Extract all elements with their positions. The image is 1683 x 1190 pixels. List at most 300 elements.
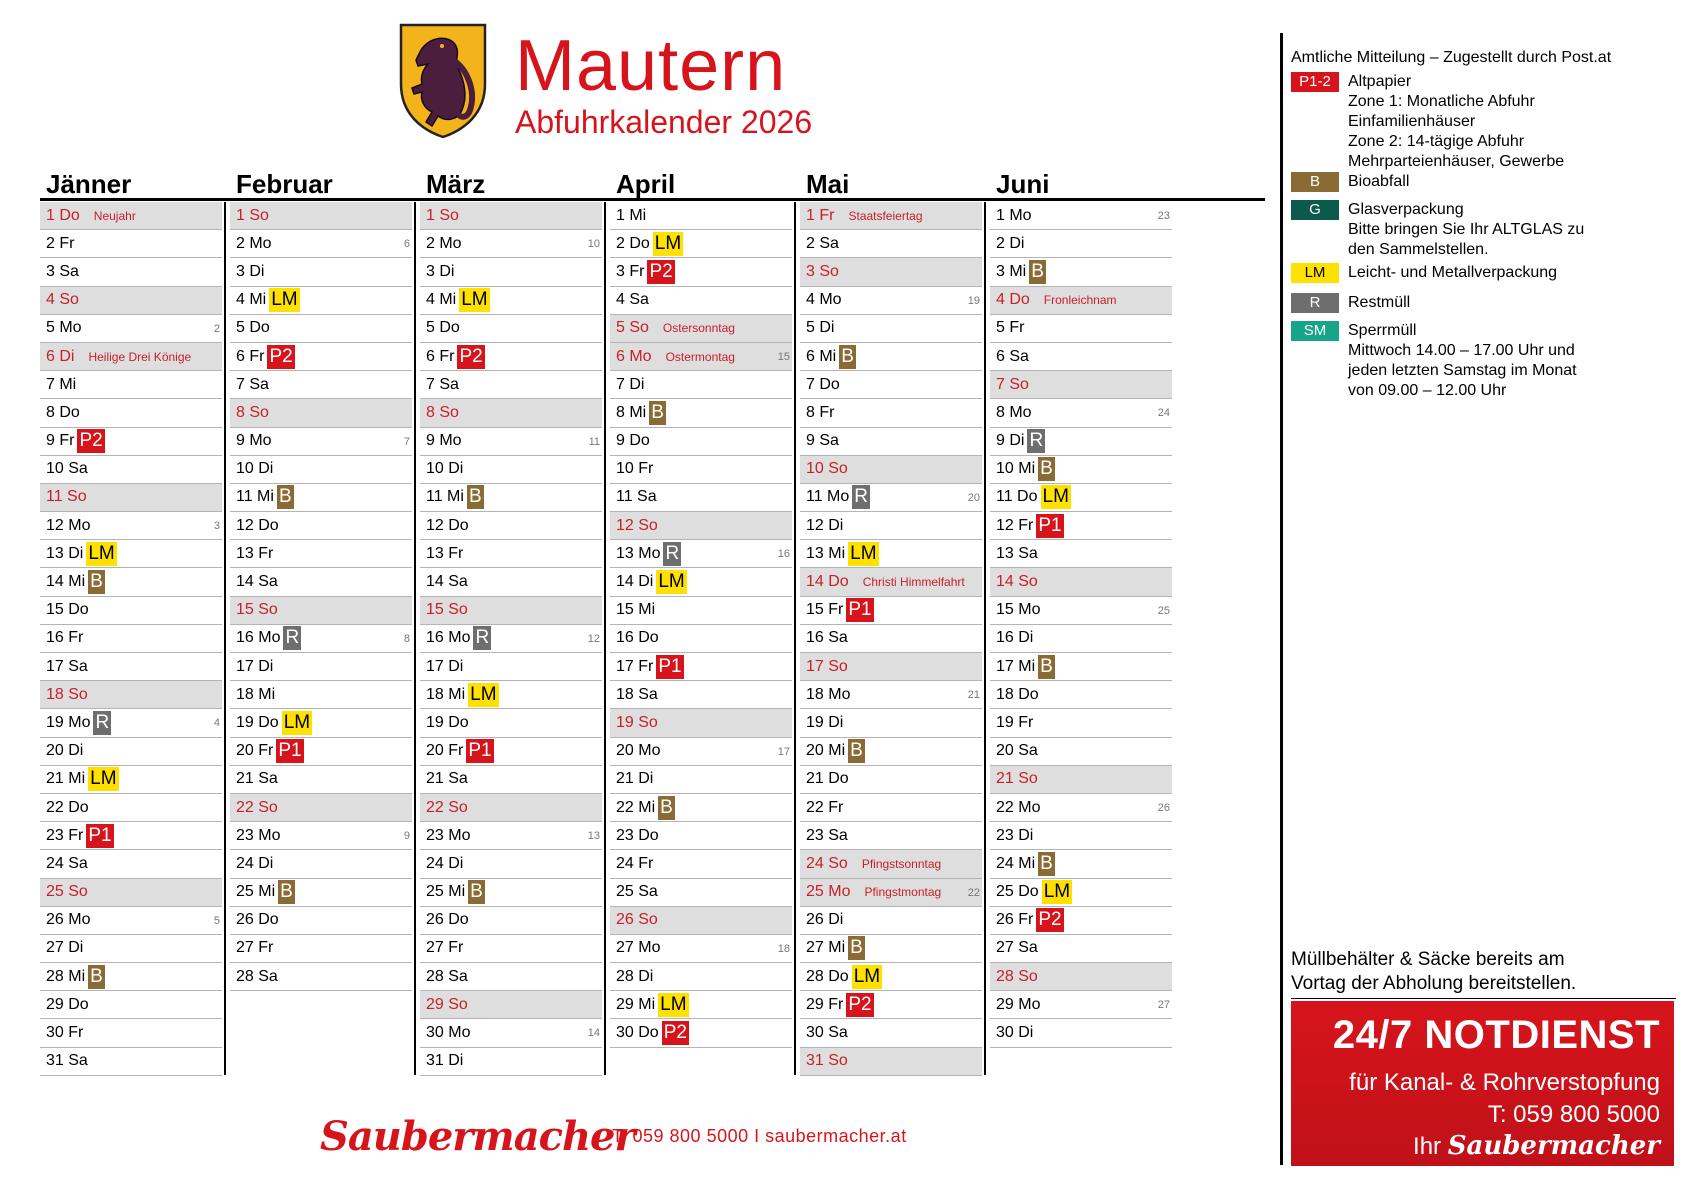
day-label: 15 Do: [46, 601, 89, 619]
month-column: [420, 170, 620, 1075]
holiday-row: [800, 879, 982, 907]
day-label: 20 Sa: [996, 742, 1038, 760]
day-label: 21 Do: [806, 770, 849, 788]
calendar-grid: [40, 170, 1265, 1075]
day-row: [990, 625, 1172, 653]
day-label: 10 Di: [236, 460, 274, 478]
day-label: 14 Mi: [46, 573, 86, 591]
page-title: Mautern: [515, 26, 787, 106]
day-label: 15 Mo: [996, 601, 1041, 619]
collection-badge-p2: P2: [663, 1022, 687, 1044]
day-row: [40, 597, 222, 625]
day-row: [800, 738, 982, 766]
day-label: 7 Mi: [46, 375, 77, 393]
day-label: 5 So: [616, 319, 649, 337]
day-row: [230, 512, 412, 540]
day-row: [420, 428, 602, 456]
holiday-row: [420, 399, 602, 427]
bottom-note-line2: Vortag der Abholung bereitstellen.: [1291, 973, 1577, 994]
emergency-service-banner: [1291, 1001, 1674, 1166]
day-label: 27 Mo: [616, 939, 661, 957]
collection-badge-p1: P1: [848, 599, 872, 621]
day-row: [420, 371, 602, 399]
collection-badge-b: B: [660, 796, 673, 818]
day-label: 17 Sa: [46, 657, 88, 675]
day-label: 19 Di: [806, 713, 844, 731]
day-row: [420, 568, 602, 596]
day-row: [610, 625, 792, 653]
day-row: [230, 766, 412, 794]
day-row: [800, 935, 982, 963]
day-row: [610, 822, 792, 850]
day-label: 23 Di: [996, 826, 1034, 844]
legend-code-badge: LM: [1291, 263, 1339, 283]
day-label: 11 So: [46, 488, 87, 506]
day-row: [230, 879, 412, 907]
day-row: [40, 766, 222, 794]
day-row: [610, 766, 792, 794]
day-list: [40, 202, 222, 1076]
day-row: [230, 907, 412, 935]
holiday-row: [610, 315, 792, 343]
emergency-brand-prefix: Ihr: [1413, 1133, 1442, 1160]
day-label: 23 Mo: [236, 826, 281, 844]
day-label: 12 Do: [236, 516, 279, 534]
day-label: 23 Sa: [806, 826, 848, 844]
day-label: 16 Mo: [426, 629, 471, 647]
day-row: [40, 935, 222, 963]
collection-badge-b: B: [1031, 260, 1044, 282]
day-row: [230, 850, 412, 878]
day-label: 3 Di: [236, 262, 265, 280]
day-row: [800, 484, 982, 512]
day-label: 1 So: [236, 206, 269, 224]
collection-badge-b: B: [468, 486, 482, 508]
day-label: 6 Fr: [236, 347, 265, 365]
day-row: [40, 258, 222, 286]
day-label: 26 Mo: [46, 911, 91, 929]
collection-badge-lm: LM: [283, 711, 311, 733]
day-row: [230, 428, 412, 456]
holiday-row: [800, 258, 982, 286]
day-row: [40, 738, 222, 766]
day-label: 14 So: [996, 573, 1038, 591]
day-label: 30 Sa: [806, 1024, 848, 1042]
day-label: 3 Mi: [996, 262, 1027, 280]
day-row: [230, 230, 412, 258]
day-label: 5 Mo: [46, 319, 82, 337]
day-label: 18 Mi: [236, 685, 276, 703]
day-label: 30 Do: [616, 1024, 659, 1042]
holiday-row: [40, 202, 222, 230]
day-label: 28 Mi: [46, 967, 86, 985]
legend-line: Altpapier: [1348, 73, 1412, 90]
day-label: 22 Do: [46, 798, 89, 816]
day-row: [40, 822, 222, 850]
legend-line: Leicht- und Metallverpackung: [1348, 264, 1558, 281]
collection-badge-lm: LM: [660, 993, 687, 1015]
collection-badge-p2: P2: [848, 993, 872, 1015]
day-label: 30 Mo: [426, 1024, 471, 1042]
holiday-row: [800, 456, 982, 484]
day-row: [230, 709, 412, 737]
day-row: [420, 230, 602, 258]
legend-description: [1348, 172, 1409, 192]
holiday-row: [990, 963, 1172, 991]
week-number: 23: [1157, 210, 1170, 222]
holiday-name: Pfingstsonntag: [861, 856, 942, 871]
collection-badge-lm: LM: [88, 542, 115, 564]
day-label: 20 Fr: [236, 742, 274, 760]
day-row: [800, 625, 982, 653]
day-label: 24 Di: [426, 854, 464, 872]
day-label: 3 Sa: [46, 262, 79, 280]
day-row: [40, 540, 222, 568]
day-label: 29 Do: [46, 995, 89, 1013]
day-row: [990, 315, 1172, 343]
day-row: [230, 371, 412, 399]
day-label: 18 Do: [996, 685, 1039, 703]
day-label: 15 Fr: [806, 601, 844, 619]
day-row: [800, 540, 982, 568]
day-row: [800, 991, 982, 1019]
day-row: [990, 935, 1172, 963]
legend-description: [1348, 293, 1410, 313]
day-row: [990, 343, 1172, 371]
day-label: 15 So: [426, 601, 468, 619]
day-label: 14 Sa: [236, 573, 278, 591]
collection-badge-lm: LM: [90, 768, 117, 790]
legend-line: Zone 2: 14-tägige Abfuhr: [1348, 133, 1525, 150]
week-number: 11: [588, 435, 600, 448]
day-row: [990, 428, 1172, 456]
day-row: [610, 794, 792, 822]
day-label: 16 Di: [996, 629, 1034, 647]
week-number: 17: [777, 745, 790, 758]
day-label: 11 Mo: [806, 488, 850, 506]
day-label: 21 Sa: [236, 770, 278, 788]
legend-line: Mittwoch 14.00 – 17.00 Uhr und: [1348, 342, 1575, 359]
week-number: 22: [967, 886, 980, 899]
day-row: [990, 907, 1172, 935]
legend-line: von 09.00 – 12.00 Uhr: [1348, 382, 1507, 399]
day-label: 3 Di: [426, 262, 455, 280]
month-column: [990, 170, 1190, 1075]
collection-badge-p2: P2: [459, 345, 483, 367]
day-row: [990, 399, 1172, 427]
collection-badge-b: B: [1040, 458, 1053, 480]
day-list: [230, 202, 412, 991]
holiday-name: Fronleichnam: [1043, 293, 1117, 308]
day-label: 29 Fr: [806, 995, 844, 1013]
day-row: [230, 315, 412, 343]
month-separator: [604, 202, 606, 1075]
day-label: 29 Mi: [616, 995, 656, 1013]
collection-badge-b: B: [850, 937, 863, 959]
collection-badge-lm: LM: [850, 542, 877, 564]
emergency-phone[interactable]: T: 059 800 5000: [1487, 1101, 1660, 1128]
day-row: [40, 907, 222, 935]
day-label: 2 Fr: [46, 234, 75, 252]
day-row: [610, 399, 792, 427]
day-row: [610, 935, 792, 963]
day-row: [40, 1048, 222, 1076]
day-row: [230, 935, 412, 963]
day-label: 11 Sa: [616, 488, 657, 506]
day-row: [610, 963, 792, 991]
day-label: 3 So: [806, 262, 839, 280]
holiday-name: Heilige Drei Könige: [88, 349, 192, 364]
day-label: 27 Fr: [426, 939, 464, 957]
month-name: Februar: [236, 169, 333, 199]
day-label: 2 Do: [616, 234, 650, 252]
holiday-name: Christi Himmelfahrt: [862, 575, 965, 590]
collection-badge-b: B: [278, 486, 292, 508]
day-row: [40, 991, 222, 1019]
day-label: 19 Do: [236, 713, 279, 731]
day-row: [40, 1019, 222, 1047]
collection-badge-p2: P2: [1038, 909, 1062, 931]
legend-panel: [1291, 0, 1676, 1190]
day-label: 12 Fr: [996, 516, 1034, 534]
day-label: 3 Fr: [616, 262, 645, 280]
legend-line: Restmüll: [1348, 294, 1411, 311]
week-number: 24: [1157, 407, 1170, 420]
day-label: 13 Di: [46, 544, 84, 562]
day-label: 16 Fr: [46, 629, 84, 647]
day-row: [40, 456, 222, 484]
legend-code-badge: R: [1291, 293, 1339, 313]
day-row: [610, 991, 792, 1019]
day-row: [990, 879, 1172, 907]
collection-badge-p1: P1: [468, 740, 492, 762]
holiday-row: [800, 653, 982, 681]
day-row: [990, 794, 1172, 822]
day-row: [40, 850, 222, 878]
bottom-note: [1291, 948, 1576, 996]
holiday-row: [990, 568, 1172, 596]
day-label: 29 Mo: [996, 995, 1041, 1013]
day-row: [610, 428, 792, 456]
day-label: 13 Sa: [996, 544, 1038, 562]
day-row: [990, 653, 1172, 681]
holiday-row: [990, 287, 1172, 315]
day-label: 2 Mo: [426, 234, 462, 252]
day-row: [610, 202, 792, 230]
footer-contact[interactable]: T: 059 800 5000 I saubermacher.at: [612, 1126, 907, 1146]
holiday-row: [990, 371, 1172, 399]
day-label: 16 Mo: [236, 629, 281, 647]
day-row: [800, 315, 982, 343]
day-row: [40, 625, 222, 653]
month-column: [230, 170, 430, 1075]
day-label: 22 So: [236, 798, 278, 816]
day-label: 20 Fr: [426, 742, 464, 760]
legend-line: Bioabfall: [1348, 173, 1410, 190]
day-label: 15 So: [236, 601, 278, 619]
day-row: [800, 822, 982, 850]
day-label: 18 Mi: [426, 685, 466, 703]
collection-badge-r: R: [1029, 430, 1044, 452]
day-label: 10 Fr: [616, 460, 654, 478]
day-label: 26 So: [616, 911, 658, 929]
day-row: [420, 512, 602, 540]
day-label: 21 So: [996, 770, 1038, 788]
week-number: 26: [1157, 801, 1170, 814]
day-list: [610, 202, 792, 1048]
day-row: [800, 597, 982, 625]
day-row: [800, 1019, 982, 1047]
day-label: 2 Di: [996, 234, 1025, 252]
day-row: [40, 963, 222, 991]
day-row: [990, 1019, 1172, 1047]
day-row: [230, 258, 412, 286]
day-row: [230, 343, 412, 371]
day-row: [800, 681, 982, 709]
day-label: 5 Di: [806, 319, 835, 337]
day-label: 13 Mo: [616, 544, 661, 562]
day-row: [230, 681, 412, 709]
day-label: 17 Mi: [996, 657, 1036, 675]
day-label: 4 Mi: [426, 291, 457, 309]
week-number: 4: [213, 717, 220, 730]
day-label: 12 Mo: [46, 516, 91, 534]
day-label: 28 Sa: [426, 967, 468, 985]
week-number: 13: [587, 830, 600, 843]
day-list: [990, 202, 1172, 1048]
collection-badge-p2: P2: [269, 345, 293, 367]
day-row: [800, 343, 982, 371]
holiday-row: [230, 399, 412, 427]
collection-badge-r: R: [285, 627, 300, 649]
day-row: [40, 315, 222, 343]
collection-badge-b: B: [651, 401, 664, 423]
holiday-name: Neujahr: [93, 208, 136, 223]
day-label: 19 Fr: [996, 713, 1034, 731]
day-label: 13 Mi: [806, 544, 846, 562]
day-row: [420, 709, 602, 737]
legend-code-badge: B: [1291, 172, 1339, 192]
week-number: 16: [777, 548, 790, 561]
legend-line: Glasverpackung: [1348, 201, 1464, 218]
day-label: 25 So: [46, 883, 88, 901]
day-label: 5 Fr: [996, 319, 1025, 337]
day-label: 19 Mo: [46, 713, 91, 731]
week-number: 5: [213, 914, 220, 927]
day-label: 9 Mo: [236, 432, 272, 450]
legend-description: [1348, 72, 1564, 172]
day-label: 2 Mo: [236, 234, 272, 252]
day-row: [990, 258, 1172, 286]
collection-badge-lm: LM: [1042, 486, 1069, 508]
day-row: [990, 512, 1172, 540]
day-row: [40, 371, 222, 399]
day-label: 26 Do: [236, 911, 279, 929]
day-row: [610, 568, 792, 596]
day-label: 28 So: [996, 967, 1038, 985]
day-label: 27 Mi: [806, 939, 846, 957]
day-label: 12 Di: [806, 516, 844, 534]
day-row: [610, 597, 792, 625]
day-label: 8 Mo: [996, 403, 1032, 421]
day-row: [990, 822, 1172, 850]
legend-description: [1348, 321, 1577, 401]
holiday-row: [230, 794, 412, 822]
day-label: 24 Di: [236, 854, 274, 872]
month-column: [800, 170, 1000, 1075]
day-label: 6 Sa: [996, 347, 1029, 365]
day-label: 22 Fr: [806, 798, 844, 816]
day-row: [230, 568, 412, 596]
day-row: [420, 681, 602, 709]
day-label: 12 So: [616, 516, 658, 534]
day-row: [800, 512, 982, 540]
day-label: 27 Sa: [996, 939, 1038, 957]
day-row: [990, 597, 1172, 625]
day-label: 23 Mo: [426, 826, 471, 844]
day-row: [420, 653, 602, 681]
day-label: 30 Fr: [46, 1024, 84, 1042]
holiday-row: [40, 343, 222, 371]
day-list: [420, 202, 602, 1076]
day-label: 25 Mi: [236, 883, 276, 901]
day-row: [420, 879, 602, 907]
legend-description: [1348, 263, 1557, 283]
day-row: [230, 738, 412, 766]
month-separator: [414, 202, 416, 1075]
day-label: 6 Mi: [806, 347, 837, 365]
month-name: Juni: [996, 169, 1050, 199]
collection-badge-lm: LM: [654, 232, 682, 254]
legend-line: Zone 1: Monatliche Abfuhr: [1348, 93, 1535, 110]
day-row: [420, 484, 602, 512]
day-label: 24 Mi: [996, 854, 1036, 872]
legend-line: Einfamilienhäuser: [1348, 113, 1476, 130]
day-label: 1 Do: [46, 206, 80, 224]
collection-badge-p1: P1: [1038, 514, 1062, 536]
day-label: 8 So: [426, 403, 459, 421]
month-name: Jänner: [46, 169, 132, 199]
collection-badge-r: R: [665, 542, 680, 564]
day-label: 4 Do: [996, 291, 1030, 309]
day-label: 9 Do: [616, 432, 650, 450]
holiday-row: [610, 709, 792, 737]
day-label: 26 Do: [426, 911, 469, 929]
day-label: 16 Do: [616, 629, 659, 647]
day-label: 20 Mi: [806, 742, 846, 760]
day-row: [610, 371, 792, 399]
day-label: 6 Mo: [616, 347, 652, 365]
day-label: 8 Do: [46, 403, 80, 421]
day-row: [610, 1019, 792, 1047]
collection-badge-lm: LM: [853, 965, 881, 987]
legend-line: Sperrmüll: [1348, 322, 1417, 339]
day-label: 25 Mi: [426, 883, 466, 901]
day-label: 25 Do: [996, 883, 1039, 901]
week-number: 25: [1157, 604, 1170, 617]
day-row: [610, 879, 792, 907]
legend-line: Mehrparteienhäuser, Gewerbe: [1348, 153, 1565, 170]
week-number: 8: [403, 632, 410, 645]
day-row: [40, 399, 222, 427]
day-label: 14 Do: [806, 573, 849, 591]
day-label: 17 Di: [236, 657, 274, 675]
day-row: [800, 399, 982, 427]
day-label: 24 Sa: [46, 854, 88, 872]
day-label: 7 So: [996, 375, 1029, 393]
day-label: 31 Sa: [46, 1052, 88, 1070]
holiday-row: [800, 202, 982, 230]
